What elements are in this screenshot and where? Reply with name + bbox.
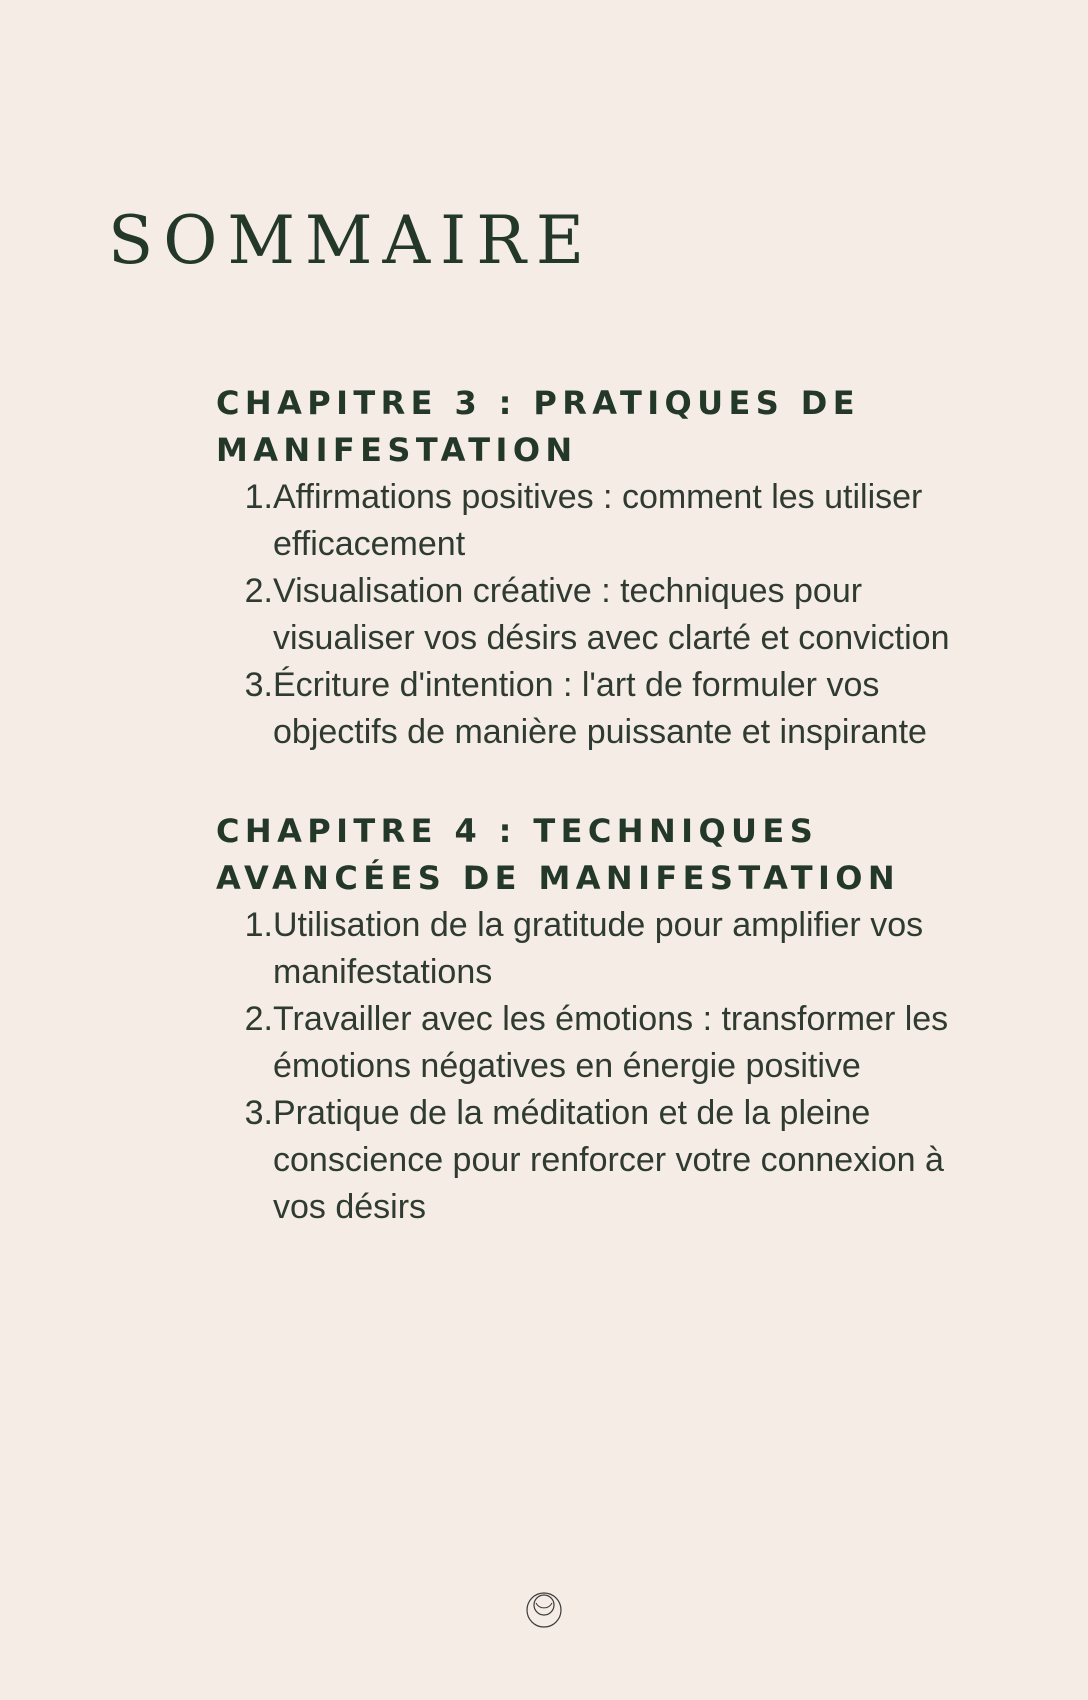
moon-circle-logo-icon — [524, 1589, 564, 1629]
item-number: 3. — [244, 1094, 273, 1132]
item-text: Visualisation créative : techniques pour visualiser vos désirs avec clarté et conviction — [273, 572, 950, 657]
item-number: 2. — [244, 572, 273, 610]
table-of-contents — [216, 380, 996, 1283]
list-item — [216, 474, 996, 568]
item-text: Écriture d'intention : l'art de formuler vos objectifs de manière puissante et inspirante — [273, 666, 927, 751]
item-number: 1. — [244, 478, 273, 516]
chapter-heading: CHAPITRE 3 : PRATIQUES DE MANIFESTATION — [216, 384, 860, 469]
item-number: 1. — [244, 906, 273, 944]
list-item — [216, 902, 996, 996]
chapter-3 — [216, 380, 996, 756]
item-text: Affirmations positives : comment les utiliser efficacement — [273, 478, 923, 563]
list-item — [216, 1090, 996, 1231]
list-item — [216, 996, 996, 1090]
list-item — [216, 662, 996, 756]
chapter-4 — [216, 808, 996, 1231]
item-number: 3. — [244, 666, 273, 704]
chapter-item-list — [216, 902, 996, 1231]
page-title: SOMMAIRE — [108, 202, 595, 279]
item-number: 2. — [244, 1000, 273, 1038]
chapter-item-list — [216, 474, 996, 756]
item-text: Travailler avec les émotions : transformer les émotions négatives en énergie positive — [273, 1000, 949, 1085]
item-text: Pratique de la méditation et de la pleine conscience pour renforcer votre connexion à vos désirs — [273, 1094, 944, 1226]
item-text: Utilisation de la gratitude pour amplifier vos manifestations — [273, 906, 924, 991]
chapter-heading: CHAPITRE 4 : TECHNIQUES AVANCÉES DE MANIFESTATION — [216, 812, 901, 897]
list-item — [216, 568, 996, 662]
